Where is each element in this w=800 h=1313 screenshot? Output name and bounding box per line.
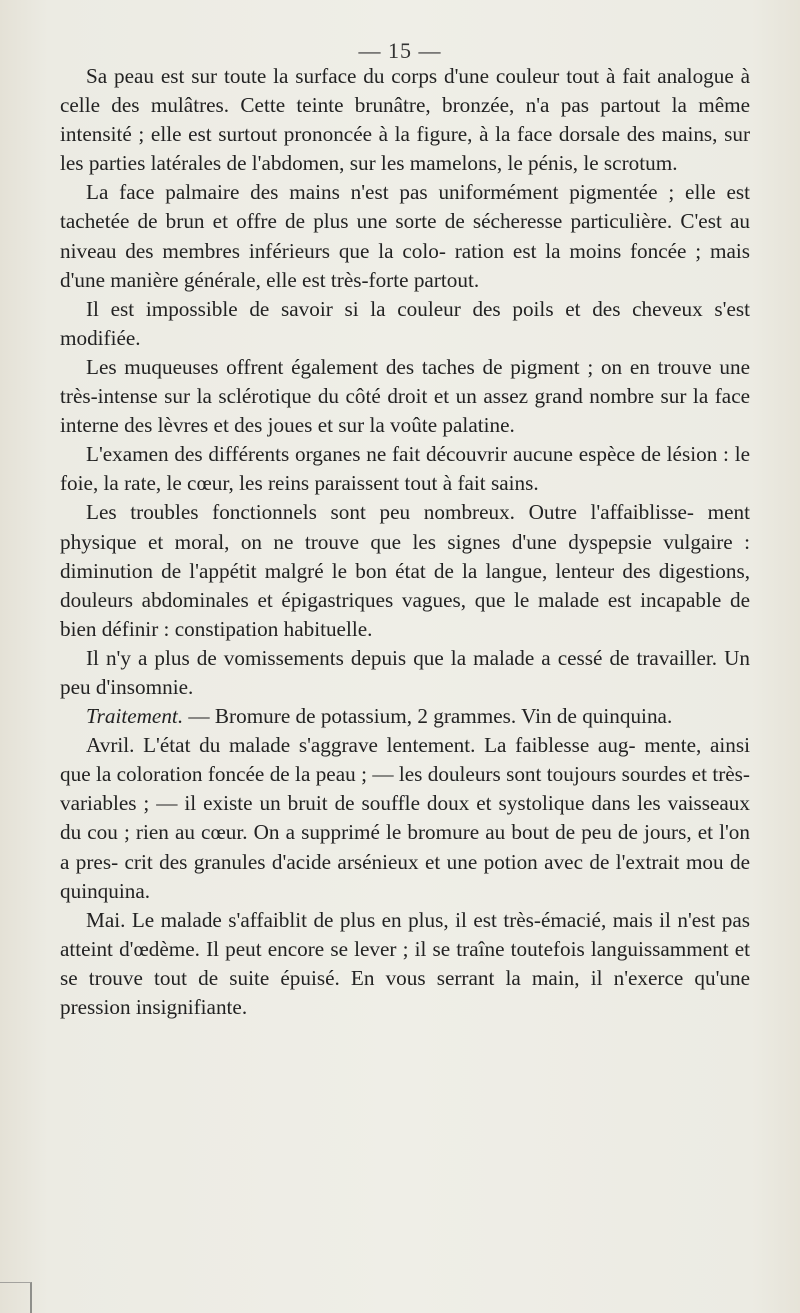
paragraph-palms: La face palmaire des mains n'est pas uniformément pigmentée ; elle est tachetée de brun et offre de plus une sorte de sécheresse particulière. C'est au niveau des membres inférieurs que la colo- ration est la moins foncée ; mais d'une manière générale, elle est très-forte partout. (60, 180, 750, 292)
paragraph-functional-troubles: Les troubles fonctionnels sont peu nombreux. Outre l'affaiblisse- ment physique et moral, on ne trouve que les signes d'une dyspepsie vulgaire : diminution de l'appétit malgré le bon état de la langue, lenteur des digestions, douleurs abdominales et épigastriques vagues, que le malade est incapable de bien définir : constipation habituelle. (60, 500, 750, 641)
paragraph-mucosa: Les muqueuses offrent également des taches de pigment ; on en trouve une très-intense sur la sclérotique du côté droit et un assez grand nombre sur la face interne des lèvres et des joues et sur la voûte palatine. (60, 354, 750, 438)
treatment-label: Traitement. (86, 704, 184, 729)
page-edge-mark (0, 1282, 32, 1313)
page-number: — 15 — (358, 38, 442, 63)
treatment-text: — Bromure de potassium, 2 grammes. Vin de quinquina. (183, 704, 673, 729)
body-text (60, 62, 750, 1022)
paragraph-may: Mai. Le malade s'affaiblit de plus en plus, il est très-émacié, mais il n'est pas atteint d'œdème. Il peut encore se lever ; il se traîne toutefois languissamment et se trouve tout de suite épuisé. En vous serrant la main, il n'exerce qu'une pression insignifiante. (60, 907, 750, 1019)
paragraph-vomiting: Il n'y a plus de vomissements depuis que la malade a cessé de travailler. Un peu d'insomnie. (60, 645, 750, 699)
paragraph-treatment (60, 702, 750, 731)
paragraph-hair: Il est impossible de savoir si la couleur des poils et des cheveux s'est modifiée. (60, 296, 750, 350)
paragraph-skin-color: Sa peau est sur toute la surface du corps d'une couleur tout à fait analogue à celle des mulâtres. Cette teinte brunâtre, bronzée, n'a pas partout la même intensité ; elle est surtout prononcée à la figure, à la face dorsale des mains, sur les parties latérales de l'abdomen, sur les mamelons, le pénis, le scrotum. (60, 64, 750, 176)
paragraph-organs: L'examen des différents organes ne fait découvrir aucune espèce de lésion : le foie, la rate, le cœur, les reins paraissent tout à fait sains. (60, 442, 750, 496)
paragraph-april: Avril. L'état du malade s'aggrave lentement. La faiblesse aug- mente, ainsi que la coloration foncée de la peau ; — les douleurs sont toujours sourdes et très-variables ; — il existe un bruit de souffle doux et systolique dans les vaisseaux du cou ; rien au cœur. On a supprimé le bromure au bout de peu de jours, et l'on a pres- crit des granules d'acide arsénieux et une potion avec de l'extrait mou de quinquina. (60, 733, 750, 903)
